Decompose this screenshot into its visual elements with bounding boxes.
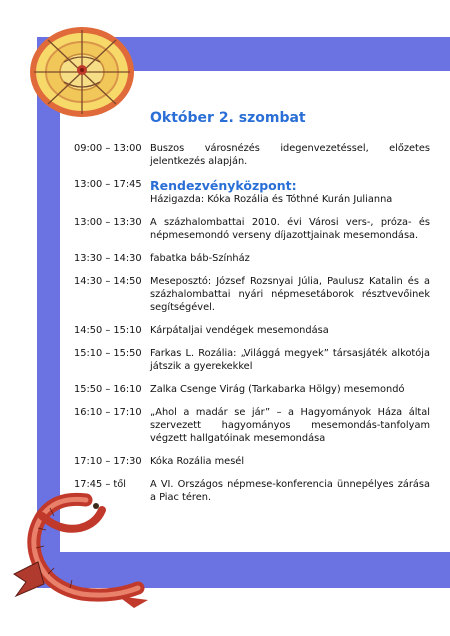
schedule-row [74,324,430,337]
schedule-text: Kóka Rozália mesél [150,456,245,467]
schedule-time: 09:00 – 13:00 [74,143,142,154]
schedule-row [74,455,430,468]
schedule-text: A százhalombattai 2010. évi Városi vers-, próza- és népmesemondó verseny díjazottjainak mesemondása. [150,217,430,241]
sun-emblem-icon [24,22,136,122]
schedule-time: 14:50 – 15:10 [74,325,142,336]
schedule-text: Kárpátaljai vendégek mesemondása [150,325,329,336]
schedule-text: Meseposztó: József Rozsnyai Júlia, Paulusz Katalin és a százhalombattai nyári népmesetáborok résztvevőinek segítségével. [150,276,430,313]
schedule-time: 17:10 – 17:30 [74,456,142,467]
schedule-row [74,142,430,168]
page-title: Október 2. szombat [150,110,306,126]
schedule-time: 16:10 – 17:10 [74,407,142,418]
schedule-time: 13:00 – 17:45 [74,179,142,190]
schedule-row [74,216,430,242]
schedule-time: 17:45 – től [74,479,126,490]
schedule-text: Buszos városnézés idegenvezetéssel, előzetes jelentkezés alapján. [150,143,430,167]
schedule-text: fabatka báb-Színház [150,253,250,264]
schedule-item [150,178,430,206]
schedule-time: 14:30 – 14:50 [74,276,142,287]
schedule-list [74,142,430,504]
schedule-time: 15:10 – 15:50 [74,348,142,359]
schedule-text: „Ahol a madár se jár” – a Hagyományok Háza által szervezett hagyományos mesemondás-tanfolyam végzett hallgatóinak mesemondása [150,407,430,444]
schedule-text: A VI. Országos népmese-konferencia ünnepélyes zárása a Piac téren. [150,479,430,503]
schedule-row [74,178,430,206]
schedule-heading: Rendezvényközpont: [150,178,297,193]
schedule-text: Farkas L. Rozália: „Világgá megyek” társasjáték alkotója játszik a gyerekekkel [150,348,430,372]
schedule-row [74,347,430,373]
program-content [74,110,430,514]
schedule-row [74,478,430,504]
schedule-text: Házigazda: Kóka Rozália és Tóthné Kurán Julianna [150,194,393,205]
schedule-time: 13:00 – 13:30 [74,217,142,228]
schedule-text: Zalka Csenge Virág (Tarkabarka Hölgy) mesemondó [150,384,405,395]
schedule-row [74,383,430,396]
schedule-row [74,252,430,265]
schedule-time: 15:50 – 16:10 [74,384,142,395]
schedule-row [74,406,430,445]
schedule-row [74,275,430,314]
schedule-time: 13:30 – 14:30 [74,253,142,264]
